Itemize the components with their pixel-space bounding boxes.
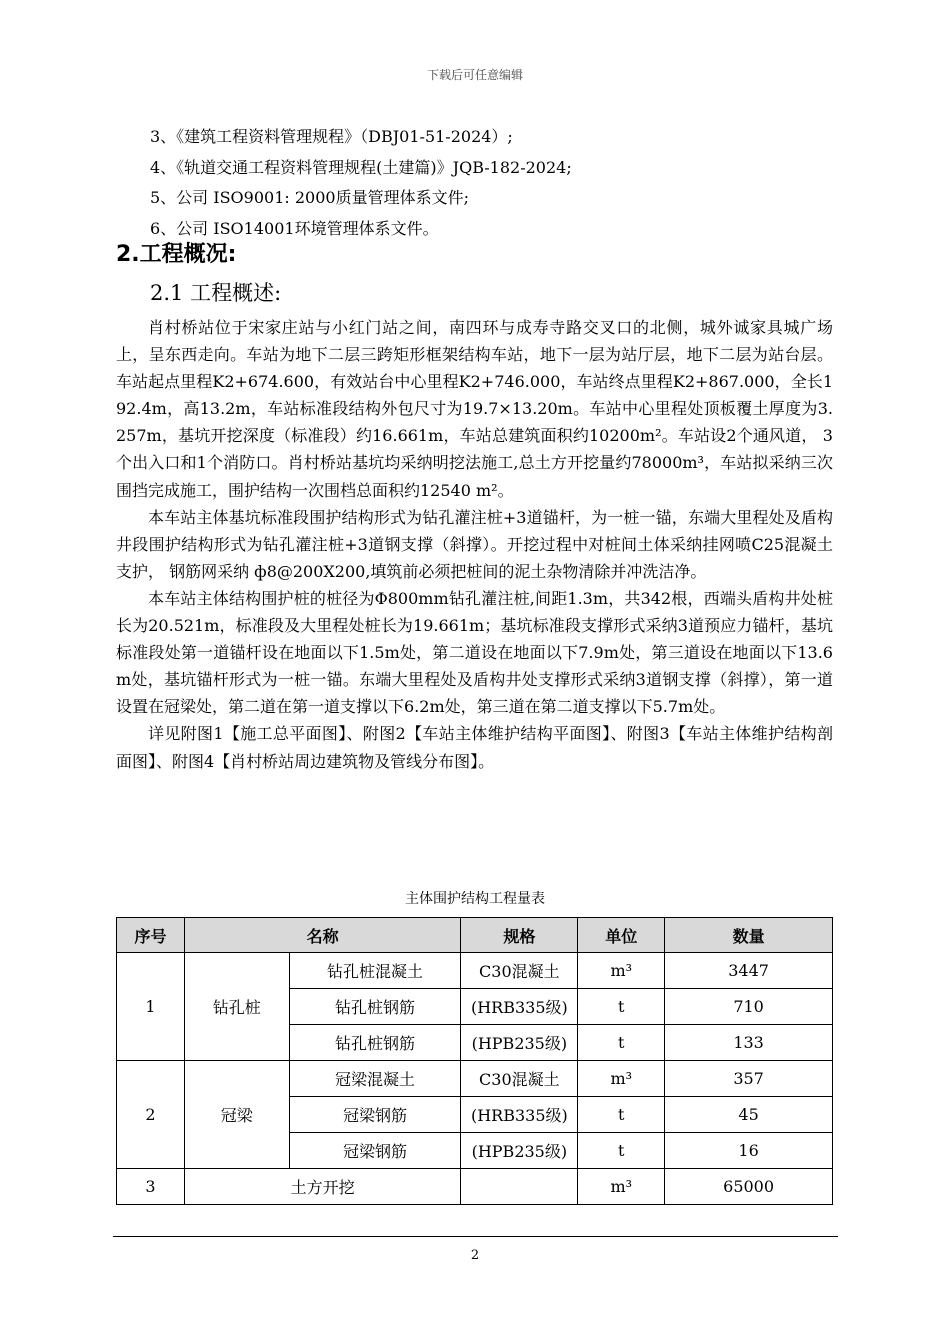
item-spec: (HRB335级) [461,989,578,1025]
header-cell: 名称 [184,918,461,953]
item-name: 钻孔桩混凝土 [289,953,461,989]
item-spec: C30混凝土 [461,953,578,989]
reference-item: 4、《轨道交通工程资料管理规程(土建篇)》JQB-182-2024; [150,157,572,177]
item-quantity: 3447 [665,953,833,989]
item-unit: t [578,1025,665,1061]
section-heading: 2.工程概况: [116,242,237,267]
item-name: 冠梁钢筋 [289,1097,461,1133]
item-quantity: 45 [665,1097,833,1133]
table-header-row [117,918,833,953]
row-number: 2 [117,1061,185,1169]
row-number: 3 [117,1169,185,1205]
group-name: 冠梁 [184,1061,289,1169]
subsection-heading: 2.1 工程概述: [150,281,282,305]
paragraph: 本车站主体基坑标准段围护结构形式为钻孔灌注桩+3道锚杆，为一桩一锚，东端大里程处及盾构井段围护结构形式为钻孔灌注桩+3道钢支撑（斜撑）。开挖过程中对桩间土体采纳挂网喷C25混凝土支护， 钢筋网采纳 ф8@200X200,填筑前必须把桩间的泥土杂物清除并冲洗洁净。 [116,507,833,581]
header-cell: 数量 [665,918,833,953]
body-text [116,314,833,775]
group-name: 土方开挖 [184,1169,461,1205]
item-quantity: 65000 [665,1169,833,1205]
reference-item: 3、《建筑工程资料管理规程》（DBJ01-51-2024）; [150,127,513,146]
item-unit: t [578,1133,665,1169]
item-spec: (HPB235级) [461,1025,578,1061]
page-number: 2 [470,1248,480,1263]
item-quantity: 357 [665,1061,833,1097]
item-name: 冠梁钢筋 [289,1133,461,1169]
item-spec: (HRB335级) [461,1097,578,1133]
table-caption: 主体围护结构工程量表 [405,891,545,907]
reference-item: 6、公司 ISO14001环境管理体系文件。 [150,218,439,238]
item-unit: t [578,989,665,1025]
header-cell: 规格 [461,918,578,953]
item-spec: C30混凝土 [461,1061,578,1097]
paragraph: 本车站主体结构围护桩的桩径为Φ800mm钻孔灌注桩,间距1.3m，共342根，西端头盾构井处桩长为20.521m，标准段及大里程处桩长为19.661m；基坑标准段支撑形式采纳3道预应力锚杆，基坑标准段处第一道锚杆设在地面以下1.5m处，第二道设在地面以下7.9m处，第三道设在地面以下13.6m处，基坑锚杆形式为一桩一锚。东端大里程处及盾构井处支撑形式采纳3道钢支撑（斜撑），第一道设置在冠梁处，第二道在第一道支撑以下6.2m处，第三道在第二道支撑以下5.7m处。 [116,588,833,717]
item-name: 冠梁混凝土 [289,1061,461,1097]
item-name: 钻孔桩钢筋 [289,1025,461,1061]
table-row [117,1169,833,1205]
paragraph: 肖村桥站位于宋家庄站与小红门站之间，南四环与成寿寺路交叉口的北侧，城外诚家具城广场上，呈东西走向。车站为地下二层三跨矩形框架结构车站，地下一层为站厅层，地下二层为站台层。车站起点里程K2+674.600，有效站台中心里程K2+746.000，车站终点里程K2+867.000，全长192.4m，高13.2m，车站标准段结构外包尺寸为19.7×13.20m。车站中心里程处顶板覆土厚度为3.257m，基坑开挖深度（标准段）约16.661m，车站总建筑面积约10200m²。车站设2个通风道， 3个出入口和1个消防口。肖村桥站基坑均采纳明挖法施工,总土方开挖量约78000m³，车站拟采纳三次围挡完成施工，围护结构一次围档总面积约12540 m²。 [116,318,833,500]
page-header: 下载后可任意编辑 [426,68,523,82]
header-cell: 单位 [578,918,665,953]
item-unit: t [578,1097,665,1133]
header-cell: 序号 [117,918,185,953]
item-spec: (HPB235级) [461,1133,578,1169]
item-unit: m³ [578,953,665,989]
reference-list [150,122,572,244]
item-quantity: 710 [665,989,833,1025]
reference-item: 5、公司 ISO9001: 2000质量管理体系文件; [150,188,469,207]
item-unit: m³ [578,1169,665,1205]
paragraph: 详见附图1【施工总平面图】、附图2【车站主体维护结构平面图】、附图3【车站主体维护结构剖面图】、附图4【肖村桥站周边建筑物及管线分布图】。 [116,724,833,771]
row-number: 1 [117,953,185,1061]
group-name: 钻孔桩 [184,953,289,1061]
table-row [117,953,833,989]
item-name: 钻孔桩钢筋 [289,989,461,1025]
table-row [117,1061,833,1097]
footer-divider [113,1236,838,1237]
item-quantity: 133 [665,1025,833,1061]
quantity-table [116,917,833,1205]
item-quantity: 16 [665,1133,833,1169]
item-spec [461,1169,578,1205]
item-unit: m³ [578,1061,665,1097]
